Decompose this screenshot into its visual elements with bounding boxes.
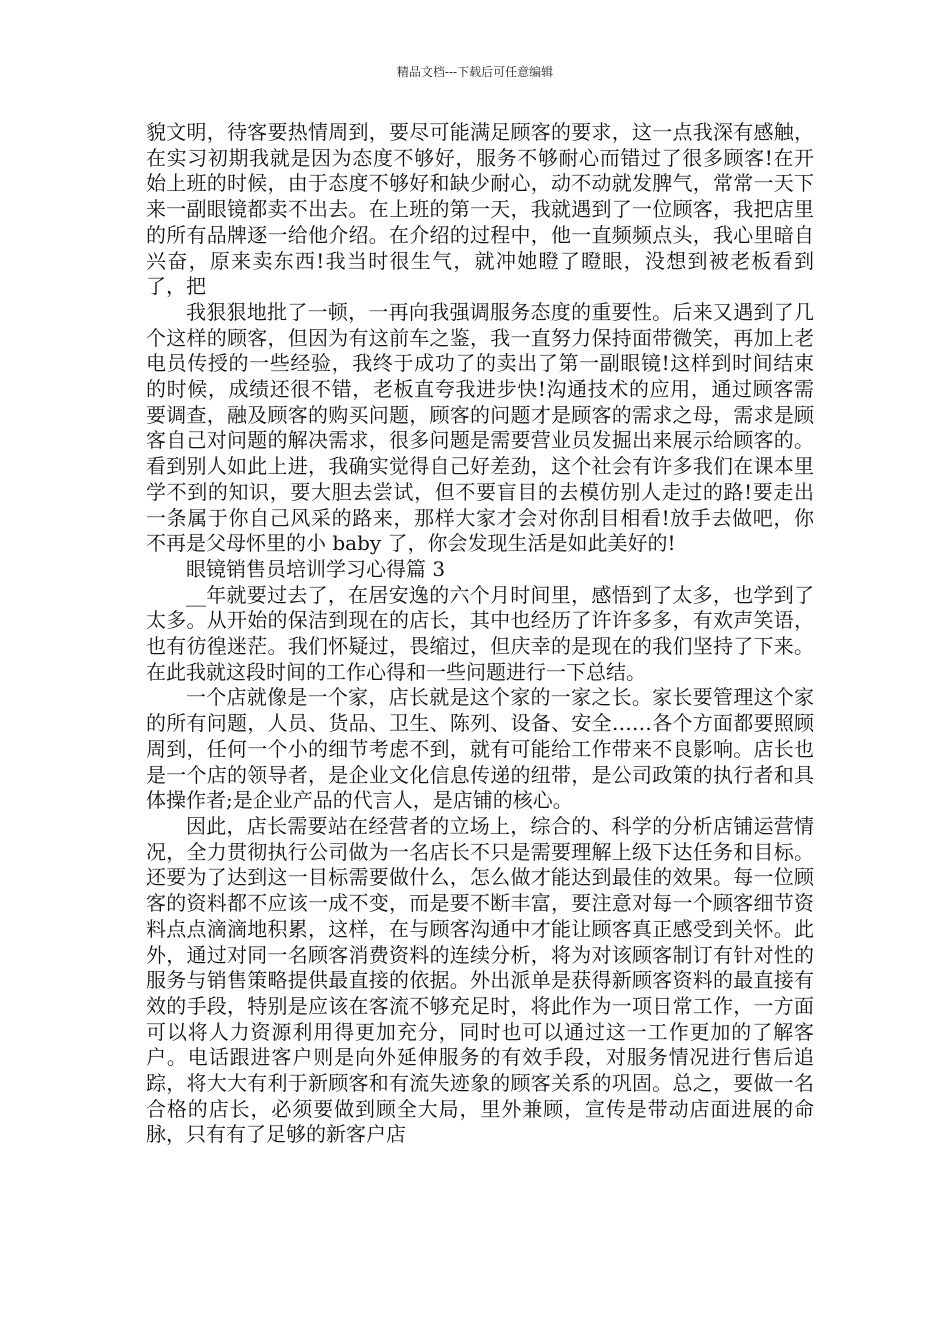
document-body xyxy=(146,120,814,1148)
paragraph-1: 貌文明，待客要热情周到，要尽可能满足顾客的要求，这一点我深有感触，在实习初期我就是因为态度不够好，服务不够耐心而错过了很多顾客!在开始上班的时候，由于态度不够好和缺少耐心，动不动就发脾气，常常一天下来一副眼镜都卖不出去。在上班的第一天，我就遇到了一位顾客，我把店里的所有品牌逐一给他介绍。在介绍的过程中，他一直频频点头，我心里暗自兴奋，原来卖东西!我当时很生气，就冲她瞪了瞪眼，没想到被老板看到了，把 xyxy=(146,120,814,299)
paragraph-4: 一个店就像是一个家，店长就是这个家的一家之长。家长要管理这个家的所有问题，人员、货品、卫生、陈列、设备、安全……各个方面都要照顾周到，任何一个小的细节考虑不到，就有可能给工作带来不良影响。店长也是一个店的领导者，是企业文化信息传递的纽带，是公司政策的执行者和具体操作者;是企业产品的代言人，是店铺的核心。 xyxy=(146,685,814,813)
paragraph-2: 我狠狠地批了一顿，一再向我强调服务态度的重要性。后来又遇到了几个这样的顾客，但因为有这前车之鉴，我一直努力保持面带微笑，再加上老电员传授的一些经验，我终于成功了的卖出了第一副眼镜!这样到时间结束的时候，成绩还很不错，老板直夸我进步快!沟通技术的应用，通过顾客需要调查，融及顾客的购买问题，顾客的问题才是顾客的需求之母，需求是顾客自己对问题的解决需求，很多问题是需要营业员发掘出来展示给顾客的。看到别人如此上进，我确实觉得自己好差劲，这个社会有许多我们在课本里学不到的知识，要大胆去尝试，但不要盲目的去模仿别人走过的路!要走出一条属于你自己风采的路来，那样大家才会对你刮目相看!放手去做吧，你不再是父母怀里的小 baby 了，你会发现生活是如此美好的! xyxy=(146,299,814,556)
page-header: 精品文档---下载后可任意编辑 xyxy=(396,65,554,79)
paragraph-5: 因此，店长需要站在经营者的立场上，综合的、科学的分析店铺运营情况，全力贯彻执行公司做为一名店长不只是需要理解上级下达任务和目标。还要为了达到这一目标需要做什么，怎么做才能达到最佳的效果。每一位顾客的资料都不应该一成不变，而是要不断丰富，要注意对每一个顾客细节资料点点滴滴地积累，这样，在与顾客沟通中才能让顾客真正感受到关怀。此外，通过对同一名顾客消费资料的连续分析，将为对该顾客制订有针对性的服务与销售策略提供最直接的依据。外出派单是获得新顾客资料的最直接有效的手段，特别是应该在客流不够充足时，将此作为一项日常工作，一方面可以将人力资源利用得更加充分，同时也可以通过这一工作更加的了解客户。电话跟进客户则是向外延伸服务的有效手段，对服务情况进行售后追踪，将大大有利于新顾客和有流失迹象的顾客关系的巩固。总之，要做一名合格的店长，必须要做到顾全大局，里外兼顾，宣传是带动店面进展的命脉，只有有了足够的新客户店 xyxy=(146,813,814,1147)
paragraph-3: __年就要过去了，在居安逸的六个月时间里，感悟到了太多，也学到了太多。从开始的保洁到现在的店长，其中也经历了许许多多，有欢声笑语，也有彷徨迷茫。我们怀疑过，畏缩过，但庆幸的是现在的我们坚持了下来。在此我就这段时间的工作心得和一些问题进行一下总结。 xyxy=(146,582,814,684)
section-heading: 眼镜销售员培训学习心得篇 3 xyxy=(186,556,446,581)
